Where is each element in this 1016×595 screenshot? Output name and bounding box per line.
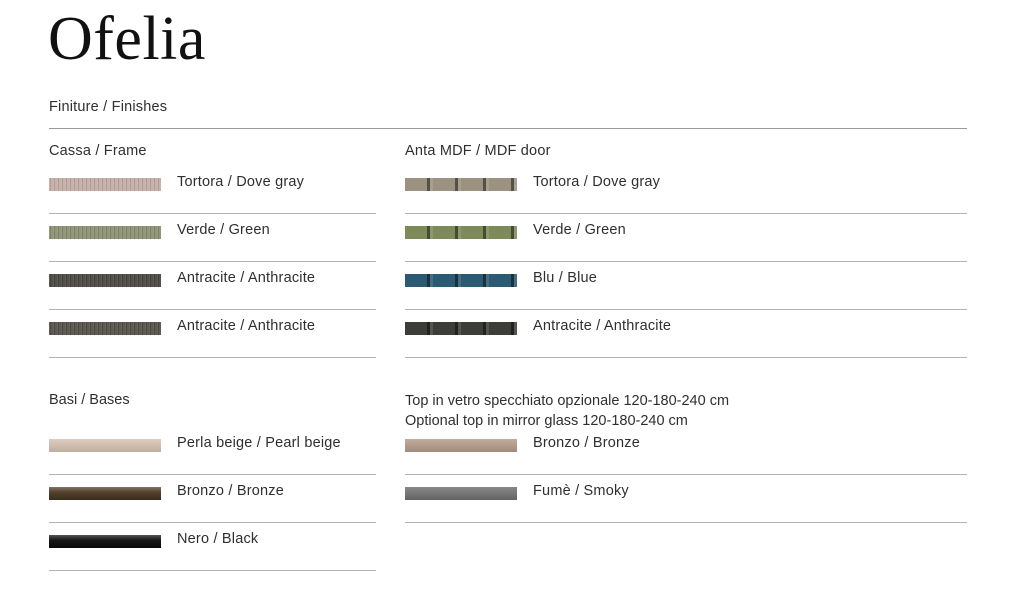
color-swatch bbox=[405, 322, 517, 335]
page-subtitle: Finiture / Finishes bbox=[49, 99, 168, 115]
color-swatch bbox=[405, 226, 517, 239]
row-divider bbox=[49, 570, 376, 571]
section-header-mdf-door: Anta MDF / MDF door bbox=[405, 143, 551, 159]
section-header-frame: Cassa / Frame bbox=[49, 143, 147, 159]
row-divider bbox=[405, 357, 967, 358]
color-swatch bbox=[49, 535, 161, 548]
swatch-row-frame-2 bbox=[49, 214, 376, 262]
swatch-row-frame-1 bbox=[49, 166, 376, 214]
row-divider bbox=[405, 522, 967, 523]
swatch-label: Verde / Green bbox=[533, 222, 626, 238]
section-header-optional-top-it: Top in vetro specchiato opzionale 120-180-240 cm bbox=[405, 393, 730, 409]
swatch-row-mdf-2 bbox=[405, 214, 967, 262]
swatch-row-top-1 bbox=[405, 427, 967, 475]
color-swatch bbox=[49, 487, 161, 500]
swatch-label: Bronzo / Bronze bbox=[533, 435, 640, 451]
section-header-optional-top-en: Optional top in mirror glass 120-180-240 cm bbox=[405, 412, 688, 429]
color-swatch bbox=[405, 439, 517, 452]
swatch-label: Antracite / Anthracite bbox=[177, 270, 316, 286]
swatch-label: Antracite / Anthracite bbox=[533, 318, 672, 334]
color-swatch bbox=[405, 178, 517, 191]
color-swatch bbox=[49, 274, 161, 287]
swatch-label: Tortora / Dove gray bbox=[177, 174, 305, 190]
swatch-row-bases-3 bbox=[49, 523, 376, 571]
color-swatch bbox=[405, 274, 517, 287]
swatch-row-frame-4 bbox=[49, 310, 376, 358]
row-divider bbox=[49, 357, 376, 358]
color-swatch bbox=[49, 439, 161, 452]
color-swatch bbox=[49, 322, 161, 335]
color-swatch bbox=[405, 487, 517, 500]
page-title: Ofelia bbox=[48, 5, 206, 73]
swatch-label: Nero / Black bbox=[177, 531, 259, 547]
swatch-row-mdf-4 bbox=[405, 310, 967, 358]
swatch-row-bases-2 bbox=[49, 475, 376, 523]
section-header-optional-top bbox=[405, 392, 729, 431]
color-swatch bbox=[49, 178, 161, 191]
header-divider bbox=[49, 128, 967, 129]
color-swatch bbox=[49, 226, 161, 239]
swatch-row-bases-1 bbox=[49, 427, 376, 475]
swatch-label: Antracite / Anthracite bbox=[177, 318, 316, 334]
swatch-row-mdf-3 bbox=[405, 262, 967, 310]
swatch-row-top-2 bbox=[405, 475, 967, 523]
swatch-label: Verde / Green bbox=[177, 222, 270, 238]
swatch-label: Bronzo / Bronze bbox=[177, 483, 284, 499]
swatch-row-mdf-1 bbox=[405, 166, 967, 214]
swatch-label: Perla beige / Pearl beige bbox=[177, 435, 341, 451]
section-header-bases: Basi / Bases bbox=[49, 392, 130, 408]
swatch-label: Tortora / Dove gray bbox=[533, 174, 661, 190]
swatch-label: Blu / Blue bbox=[533, 270, 598, 286]
swatch-row-frame-3 bbox=[49, 262, 376, 310]
swatch-label: Fumè / Smoky bbox=[533, 483, 629, 499]
